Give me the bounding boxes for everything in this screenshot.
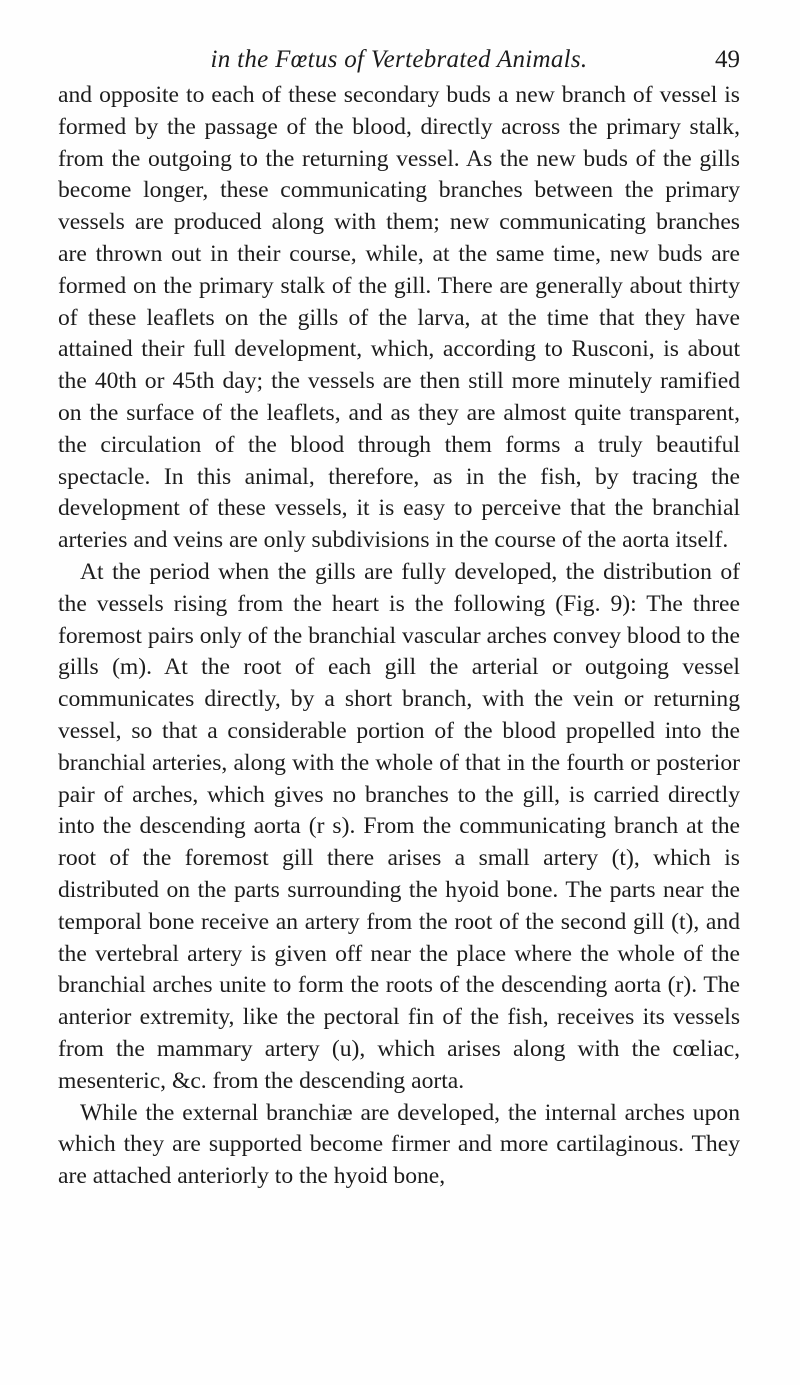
paragraph-internal-arches: While the external branchiæ are developed, the internal arches upon which they are supported become firmer and more cartilaginous. They are attached anteriorly to the hyoid bone, — [58, 1099, 740, 1190]
page-number: 49 — [715, 46, 740, 73]
running-head — [58, 40, 740, 80]
running-title: in the Fœtus of Vertebrated Animals. — [210, 46, 588, 73]
body-text — [58, 80, 740, 1193]
paragraph-continued: and opposite to each of these secondary buds a new branch of vessel is formed by the passage of the blood, directly across the primary stalk, from the outgoing to the returning vessel. As the new buds of the gills become longer, these communicating branches between the primary vessels are produced along with them; new communicating branches are thrown out in their course, while, at the same time, new buds are formed on the primary stalk of the gill. There are generally about thirty of these leaflets on the gills of the larva, at the time that they have attained their full development, which, according to Rusconi, is about the 40th or 45th day; the vessels are then still more minutely ramified on the surface of the leaflets, and as they are almost quite transparent, the circulation of the blood through them forms a truly beautiful spectacle. In this animal, therefore, as in the fish, by tracing the development of these vessels, it is easy to perceive that the branchial arteries and veins are only subdivisions in the course of the aorta itself. — [58, 82, 740, 554]
paragraph-gill-distribution: At the period when the gills are fully developed, the distribution of the vessels rising from the heart is the following (Fig. 9): The three foremost pairs only of the branchial vascular arches convey blood to the gills (m). At the root of each gill the arterial or outgoing vessel communicates directly, by a short branch, with the vein or returning vessel, so that a considerable portion of the blood propelled into the branchial arteries, along with the whole of that in the fourth or posterior pair of arches, which gives no branches to the gill, is carried directly into the descending aorta (r s). From the communicating branch at the root of the foremost gill there arises a small artery (t), which is distributed on the parts surrounding the hyoid bone. The parts near the temporal bone receive an artery from the root of the second gill (t), and the vertebral artery is given off near the place where the whole of the branchial arches unite to form the roots of the descending aorta (r). The anterior extremity, like the pectoral fin of the fish, receives its vessels from the mammary artery (u), which arises along with the cœliac, mesenteric, &c. from the descending aorta. — [58, 558, 740, 1094]
